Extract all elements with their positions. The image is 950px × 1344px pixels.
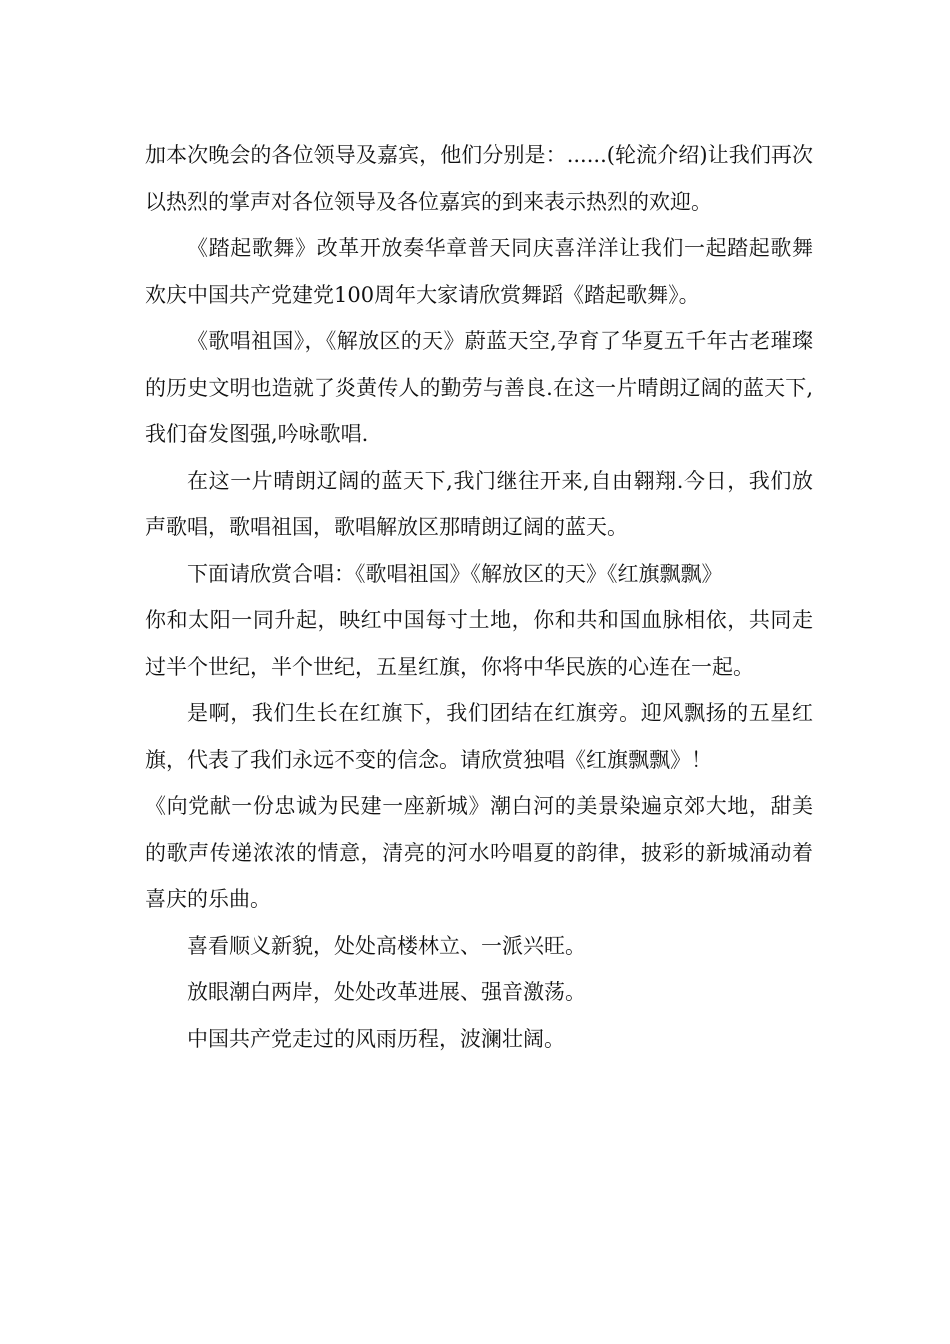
paragraph-guest-introduction: 加本次晚会的各位领导及嘉宾，他们分别是：......(轮流介绍)让我们再次以热烈的掌声对各位领导及各位嘉宾的到来表示热烈的欢迎。 xyxy=(145,143,813,214)
paragraph-chaobai-banks: 放眼潮白两岸，处处改革进展、强音激荡。 xyxy=(187,980,586,1004)
paragraph-new-city-program: 《向党献一份忠诚为民建一座新城》潮白河的美景染遍京郊大地，甜美的歌声传递浓浓的情意，清亮的河水吟唱夏的韵律，披彩的新城涌动着喜庆的乐曲。 xyxy=(145,794,813,911)
paragraph-party-history: 中国共产党走过的风雨历程，波澜壮阔。 xyxy=(187,1026,565,1051)
paragraph-red-flag-lyrics: 你和太阳一同升起，映红中国每寸土地，你和共和国血脉相依，共同走过半个世纪，半个世纪，五星红旗，你将中华民族的心连在一起。 xyxy=(145,608,813,679)
paragraph-solo-program: 是啊，我们生长在红旗下，我们团结在红旗旁。迎风飘扬的五星红旗，代表了我们永远不变的信念。请欣赏独唱《红旗飘飘》！ xyxy=(145,701,813,772)
paragraph-blue-sky: 在这一片晴朗辽阔的蓝天下,我门继往开来,自由翱翔.今日，我们放声歌唱，歌唱祖国，歌唱解放区那晴朗辽阔的蓝天。 xyxy=(145,468,813,539)
paragraph-shunyi-new-look: 喜看顺义新貌，处处高楼林立、一派兴旺。 xyxy=(187,933,586,958)
document-body xyxy=(145,132,813,1062)
paragraph-song-intro: 《歌唱祖国》，《解放区的天》蔚蓝天空,孕育了华夏五千年古老璀璨的历史文明也造就了炎黄传人的勤劳与善良.在这一片晴朗辽阔的蓝天下,我们奋发图强,吟咏歌唱. xyxy=(145,329,813,446)
paragraph-chorus-program: 下面请欣赏合唱：《歌唱祖国》《解放区的天》《红旗飘飘》 xyxy=(187,561,723,586)
paragraph-dance-program: 《踏起歌舞》改革开放奏华章普天同庆喜洋洋让我们一起踏起歌舞欢庆中国共产党建党100周年大家请欣赏舞蹈《踏起歌舞》。 xyxy=(145,236,813,307)
